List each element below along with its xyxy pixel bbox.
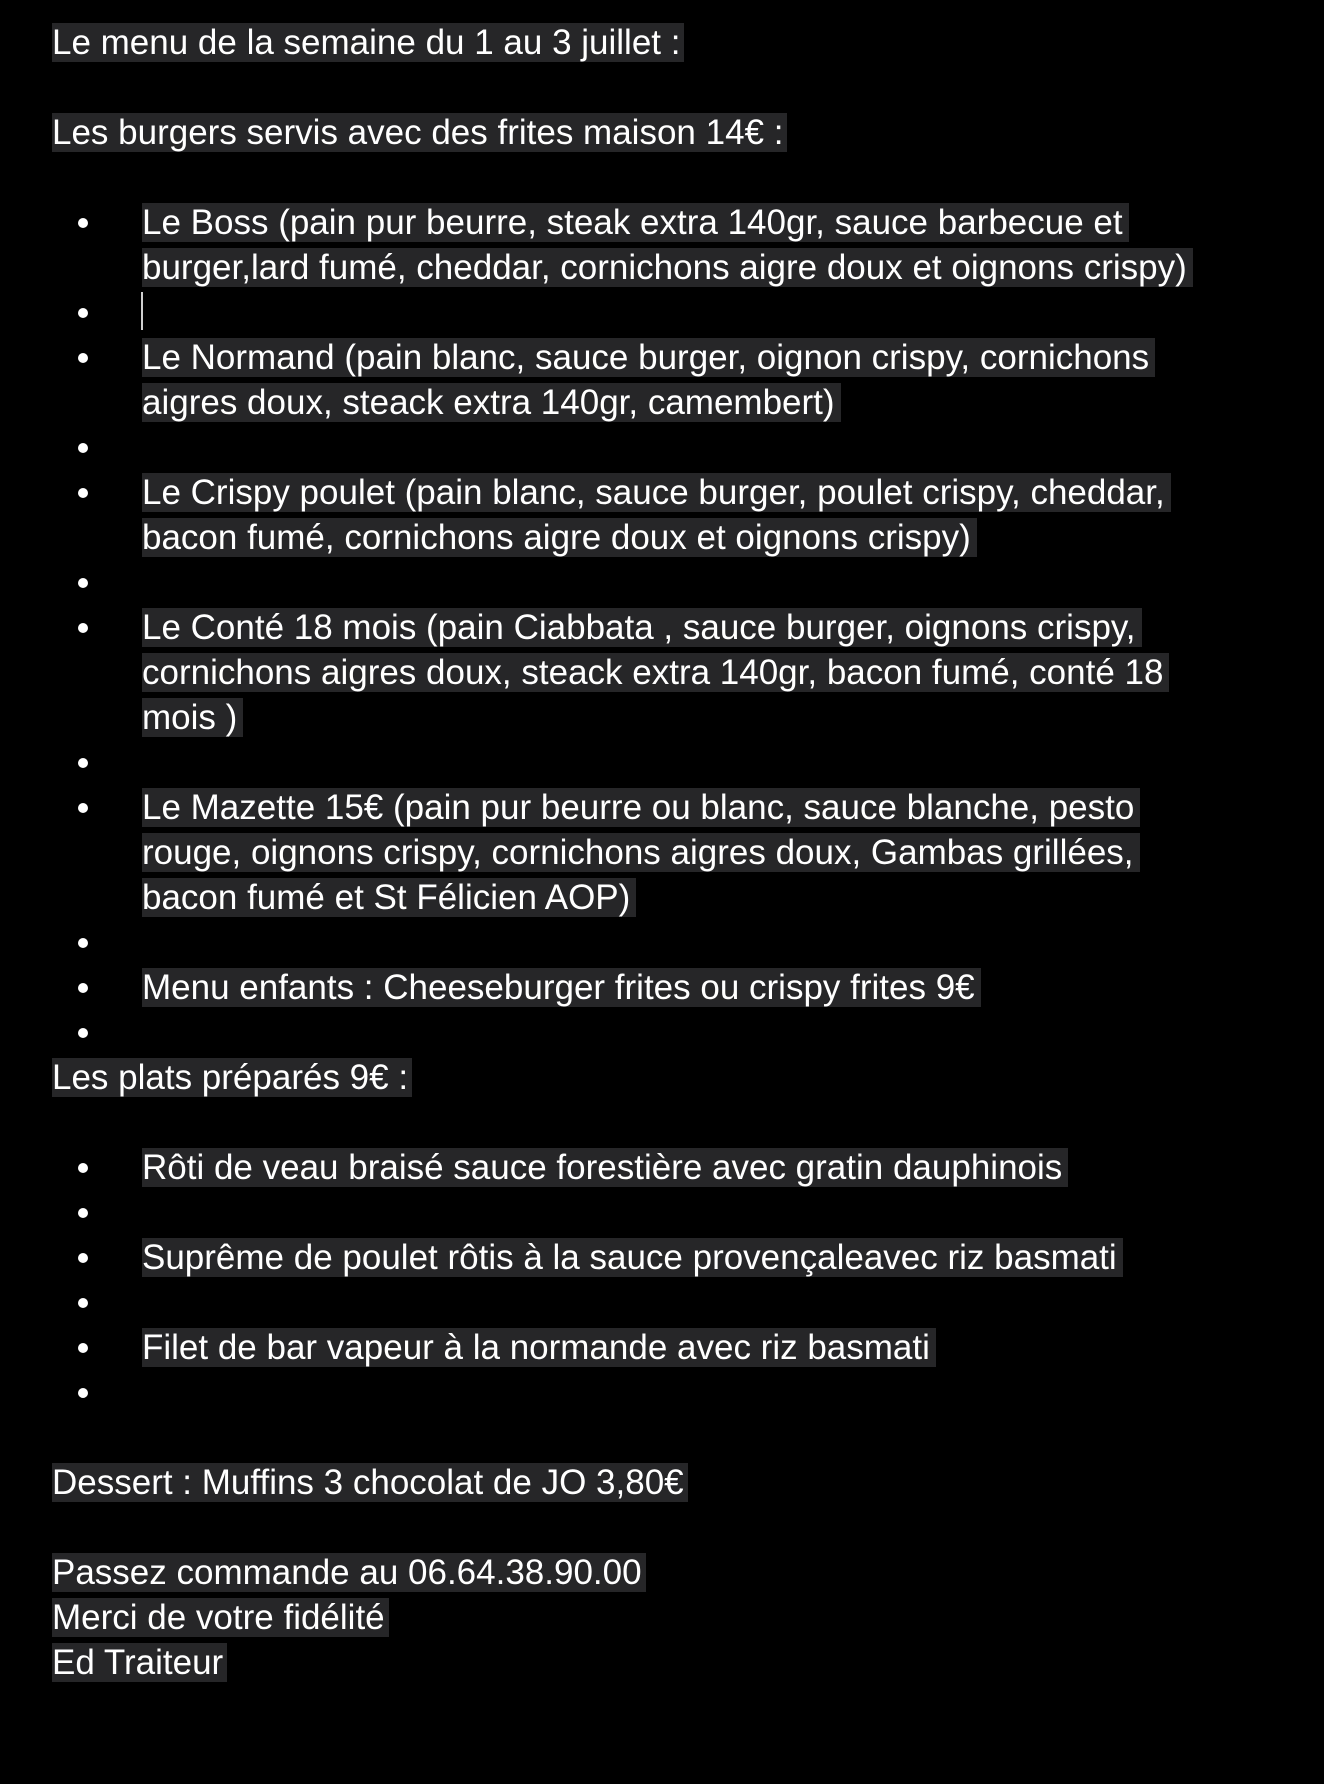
bullet-icon [78, 443, 88, 453]
bullet-icon [78, 803, 88, 813]
burger-le-normand: Le Normand (pain blanc, sauce burger, oignon crispy, cornichons aigres doux, steack extra 140gr, camembert) [142, 338, 1155, 422]
signature-line [52, 1640, 1274, 1685]
empty-list-item [52, 1370, 1202, 1415]
list-item [52, 1145, 1202, 1190]
empty-list-item [52, 290, 1202, 335]
thanks-text: Merci de votre fidélité [52, 1598, 389, 1637]
order-line [52, 1550, 1274, 1595]
bullet-icon [78, 623, 88, 633]
empty-list-item [52, 425, 1202, 470]
burger-le-conte: Le Conté 18 mois (pain Ciabbata , sauce burger, oignons crispy, cornichons aigres doux, steack extra 140gr, bacon fumé, conté 18 mois ) [142, 608, 1169, 737]
bullet-icon [78, 308, 88, 318]
list-item [52, 1235, 1202, 1280]
bullet-icon [78, 983, 88, 993]
bullet-icon [78, 938, 88, 948]
burger-le-boss: Le Boss (pain pur beurre, steak extra 140gr, sauce barbecue et burger,lard fumé, cheddar, cornichons aigre doux et oignons crispy) [142, 203, 1193, 287]
list-item [52, 785, 1202, 920]
bullet-icon [78, 353, 88, 363]
empty-list-item [52, 740, 1202, 785]
spacer [52, 1415, 1274, 1460]
burgers-heading: Les burgers servis avec des frites maison 14€ : [52, 113, 787, 152]
bullet-icon [78, 578, 88, 588]
spacer [52, 155, 1274, 200]
menu-enfants: Menu enfants : Cheeseburger frites ou crispy frites 9€ [142, 968, 981, 1007]
order-text: Passez commande au 06.64.38.90.00 [52, 1553, 646, 1592]
burgers-heading-line [52, 110, 1274, 155]
list-item [52, 200, 1202, 290]
burgers-list [52, 200, 1274, 1055]
empty-list-item [52, 1190, 1202, 1235]
plat-filet-de-bar: Filet de bar vapeur à la normande avec riz basmati [142, 1328, 936, 1367]
list-item [52, 1325, 1202, 1370]
list-item [52, 965, 1202, 1010]
empty-list-item [52, 1280, 1202, 1325]
plat-supreme-de-poulet: Suprême de poulet rôtis à la sauce provençaleavec riz basmati [142, 1238, 1123, 1277]
bullet-icon [78, 1028, 88, 1038]
bullet-icon [78, 1253, 88, 1263]
dessert-line [52, 1460, 1274, 1505]
list-item [52, 335, 1202, 425]
menu-title: Le menu de la semaine du 1 au 3 juillet : [52, 23, 684, 62]
bullet-icon [78, 758, 88, 768]
bullet-icon [78, 1388, 88, 1398]
list-item [52, 470, 1202, 560]
signature-text: Ed Traiteur [52, 1643, 227, 1682]
plat-roti-de-veau: Rôti de veau braisé sauce forestière avec gratin dauphinois [142, 1148, 1068, 1187]
text-cursor [141, 292, 143, 330]
bullet-icon [78, 1298, 88, 1308]
empty-list-item [52, 920, 1202, 965]
plats-heading: Les plats préparés 9€ : [52, 1058, 412, 1097]
bullet-icon [78, 488, 88, 498]
burger-crispy-poulet: Le Crispy poulet (pain blanc, sauce burger, poulet crispy, cheddar, bacon fumé, cornichons aigre doux et oignons crispy) [142, 473, 1171, 557]
empty-list-item [52, 1010, 1202, 1055]
bullet-icon [78, 1163, 88, 1173]
list-item [52, 605, 1202, 740]
spacer [52, 1505, 1274, 1550]
menu-title-line [52, 20, 1274, 65]
bullet-icon [78, 1343, 88, 1353]
dessert-text: Dessert : Muffins 3 chocolat de JO 3,80€ [52, 1463, 688, 1502]
thanks-line [52, 1595, 1274, 1640]
spacer [52, 1100, 1274, 1145]
plats-list [52, 1145, 1274, 1415]
spacer [52, 65, 1274, 110]
bullet-icon [78, 1208, 88, 1218]
plats-heading-line [52, 1055, 1274, 1100]
burger-le-mazette: Le Mazette 15€ (pain pur beurre ou blanc, sauce blanche, pesto rouge, oignons crispy, cornichons aigres doux, Gambas grillées, bacon fumé et St Félicien AOP) [142, 788, 1140, 917]
bullet-icon [78, 218, 88, 228]
empty-list-item [52, 560, 1202, 605]
